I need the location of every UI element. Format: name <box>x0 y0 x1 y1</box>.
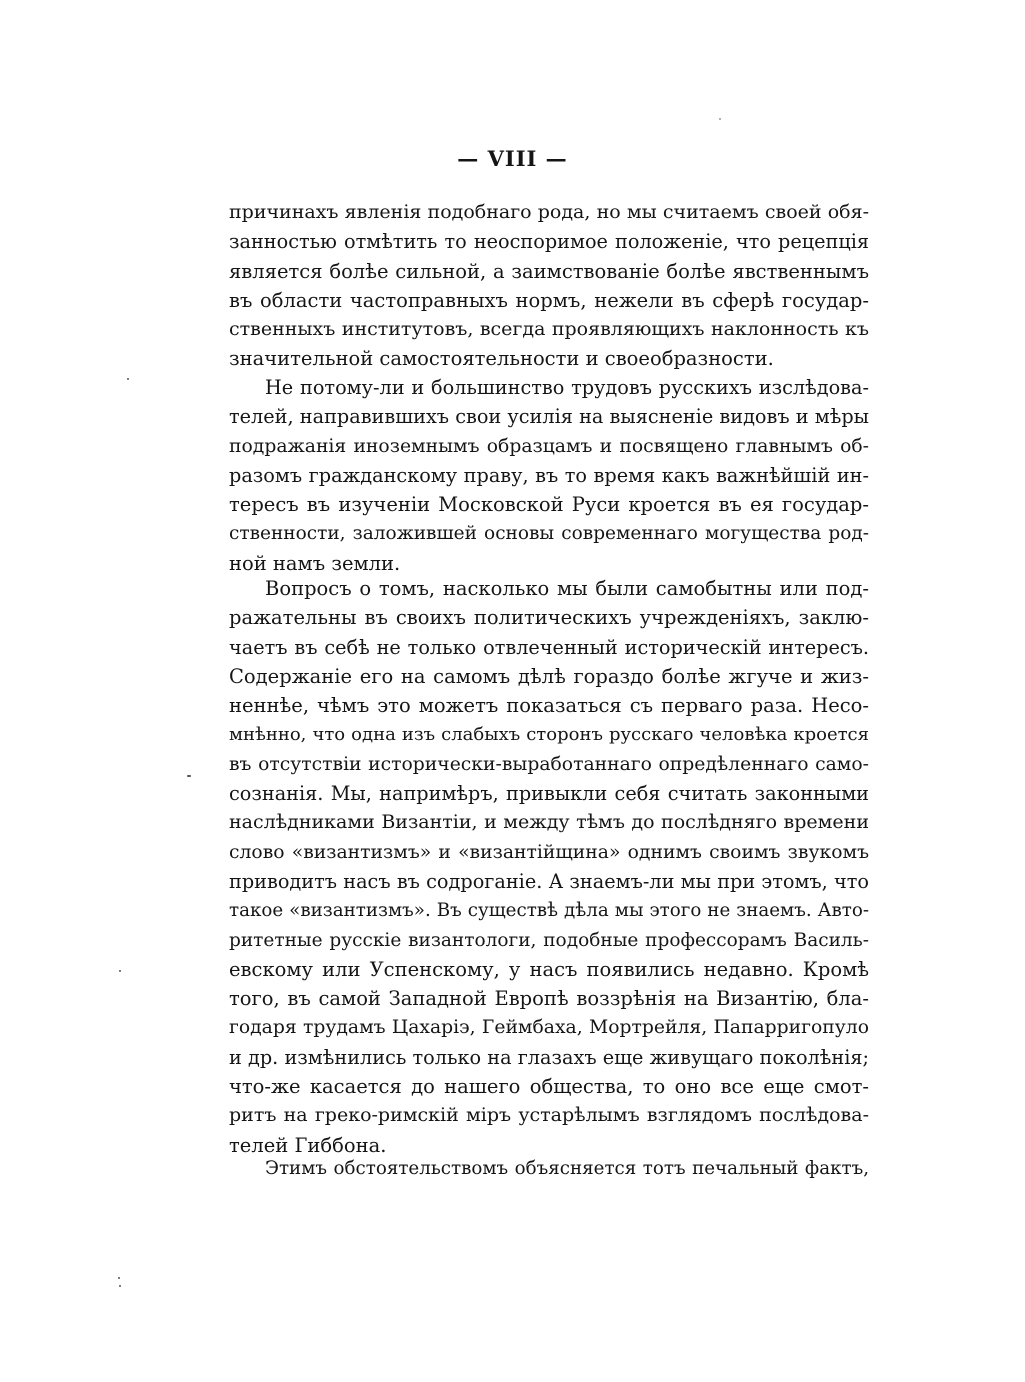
text-line: ритетные русскіе византологи, подобные профессорамъ Василь- <box>229 929 869 951</box>
text-line: годаря трудамъ Цахаріэ, Геймбаха, Мортрейля, Папарригопуло <box>229 1017 869 1039</box>
text-line: евскому или Успенскому, у насъ появились недавно. Кромѣ <box>229 957 869 981</box>
text-line: ражательны въ своихъ политическихъ учрежденіяхъ, заклю- <box>229 606 869 630</box>
text-line: въ области частоправныхъ нормъ, нежели въ сферѣ государ- <box>229 288 869 312</box>
text-line: ственности, заложившей основы современнаго могущества род- <box>229 523 869 545</box>
page-number-header: — VIII — <box>457 146 568 171</box>
scan-speck <box>119 1285 121 1287</box>
text-line: неннѣе, чѣмъ это можетъ показаться съ перваго раза. Несо- <box>229 694 869 718</box>
text-line: Вопросъ о томъ, насколько мы были самобытны или под- <box>265 577 869 600</box>
text-line: значительной самостоятельности и своеобразности. <box>229 347 774 371</box>
text-line: ритъ на греко-римскій міръ устарѣлымъ взглядомъ послѣдова- <box>229 1104 869 1127</box>
text-line: подражанія иноземнымъ образцамъ и посвящено главнымъ об- <box>229 435 869 457</box>
text-line: того, въ самой Западной Европѣ воззрѣнія на Византію, бла- <box>229 987 869 1011</box>
text-line: такое «византизмъ». Въ существѣ дѣла мы этого не знаемъ. Авто- <box>229 900 869 922</box>
text-line: занностью отмѣтить то неоспоримое положеніе, что рецепція <box>229 230 869 254</box>
text-line: тересъ въ изученіи Московской Руси кроется въ ея государ- <box>229 493 869 517</box>
text-line: является болѣе сильной, а заимствованіе болѣе явственнымъ <box>229 259 869 283</box>
text-line: телей Гиббона. <box>229 1133 387 1157</box>
scan-speck <box>127 378 129 380</box>
text-line: ной намъ земли. <box>229 551 401 575</box>
text-line: причинахъ явленія подобнаго рода, но мы считаемъ своей обя- <box>229 201 869 223</box>
text-line: ственныхъ институтовъ, всегда проявляющихъ наклонность къ <box>229 318 869 341</box>
paragraph-4 <box>229 1154 869 1183</box>
text-line: наслѣдниками Византіи, и между тѣмъ до послѣдняго времени <box>229 811 869 834</box>
text-line: Этимъ обстоятельствомъ объясняется тотъ печальный фактъ, <box>265 1158 869 1179</box>
text-line: сознанія. Мы, напримѣръ, привыкли себя считать законными <box>229 782 869 806</box>
text-line: Содержаніе его на самомъ дѣлѣ гораздо болѣе жгуче и жиз- <box>229 664 869 688</box>
scan-speck <box>119 970 121 972</box>
scan-speck <box>719 118 721 120</box>
text-line: телей, направившихъ свои усилія на выясненіе видовъ и мѣры <box>229 405 869 429</box>
paragraph-3 <box>229 574 869 1160</box>
text-line: разомъ гражданскому праву, въ то время какъ важнѣйшій ин- <box>229 463 869 487</box>
text-line: Не потому-ли и большинство трудовъ русскихъ изслѣдова- <box>265 376 869 399</box>
text-line: мнѣнно, что одна изъ слабыхъ сторонъ русскаго человѣка кроется <box>229 724 869 746</box>
text-line: что-же касается до нашего общества, то оно все еще смот- <box>229 1075 869 1099</box>
text-line: слово «византизмъ» и «византійщина» однимъ своимъ звукомъ <box>229 841 869 863</box>
text-line: чаетъ въ себѣ не только отвлеченный историческій интересъ. <box>229 635 869 659</box>
scan-speck <box>118 1277 120 1279</box>
scan-speck <box>187 775 191 777</box>
paragraph-2 <box>229 373 869 578</box>
text-line: приводитъ насъ въ содроганіе. А знаемъ-ли мы при этомъ, что <box>229 869 869 893</box>
text-line: и др. измѣнились только на глазахъ еще живущаго поколѣнія; <box>229 1045 869 1069</box>
paragraph-1 <box>229 198 869 374</box>
text-line: въ отсутствіи исторически-выработаннаго опредѣленнаго само- <box>229 753 869 775</box>
